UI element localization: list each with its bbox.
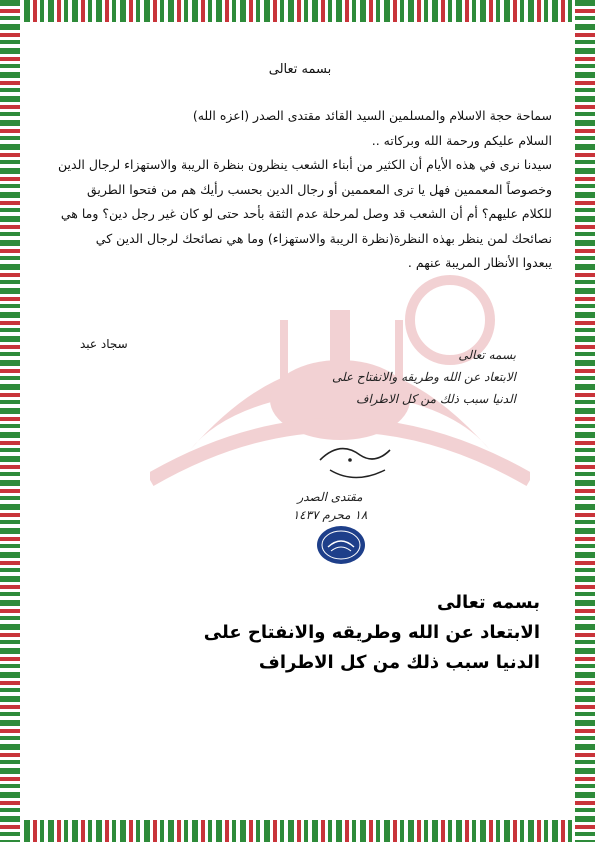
handwritten-line-3: الدنيا سبب ذلك من كل الاطراف — [355, 392, 516, 406]
handwritten-date-block — [280, 488, 380, 524]
official-seal-icon — [316, 525, 366, 565]
transcription-line-1: بسمه تعالى — [437, 592, 540, 613]
letter-line-1: سيدنا نرى في هذه الأيام أن الكثير من أبناء الشعب ينظرون بنظرة الريبة والاستهزاء لرجال الدين — [58, 157, 552, 172]
typed-transcription — [200, 588, 540, 678]
handwritten-signature-name: مقتدى الصدر — [297, 490, 363, 504]
letter-line-4: نصائحك لمن ينظر بهذه النظرة(نظرة الريبة والاستهزاء) وما هي نصائحك لرجال الدين كي — [95, 230, 552, 246]
letter-line-5: يبعدوا الأنظار المريبة عنهم . — [407, 255, 552, 270]
letter-line-3: للكلام عليهم؟ أم أن الشعب قد وصل لمرحلة عدم الثقة بأحد حتى لو كان غير رجل دين؟ وما هي — [60, 206, 552, 221]
transcription-line-3: الدنيا سبب ذلك من كل الاطراف — [258, 652, 540, 673]
transcription-line-2: الابتعاد عن الله وطريقه والانفتاح على — [203, 622, 540, 643]
handwritten-line-1: بسمه تعالى — [458, 348, 516, 362]
ornamental-border-bottom — [0, 820, 595, 842]
letter-line-2: وخصوصاً المعممين فهل يا ترى المعممين أو رجال الدين بحسب رأيك هم من فتحوا الطريق — [86, 181, 552, 197]
letter-address: سماحة حجة الاسلام والمسلمين السيد القائد مقتدى الصدر (اعزه الله) — [192, 108, 552, 123]
ornamental-border-top — [0, 0, 595, 22]
letter-signer: سجاد عبد — [80, 337, 128, 351]
ornamental-border-left — [0, 0, 20, 842]
letter-greeting: السلام عليكم ورحمة الله وبركاته .. — [371, 132, 552, 148]
handwritten-date: ١٨ محرم ١٤٣٧ — [292, 508, 368, 522]
letter-title: بسمه تعالى — [268, 62, 332, 77]
handwritten-reply — [286, 344, 516, 410]
handwritten-line-2: الابتعاد عن الله وطريقه والانفتاح على — [331, 370, 516, 384]
letter-body — [40, 104, 552, 276]
ornamental-border-right — [575, 0, 595, 842]
